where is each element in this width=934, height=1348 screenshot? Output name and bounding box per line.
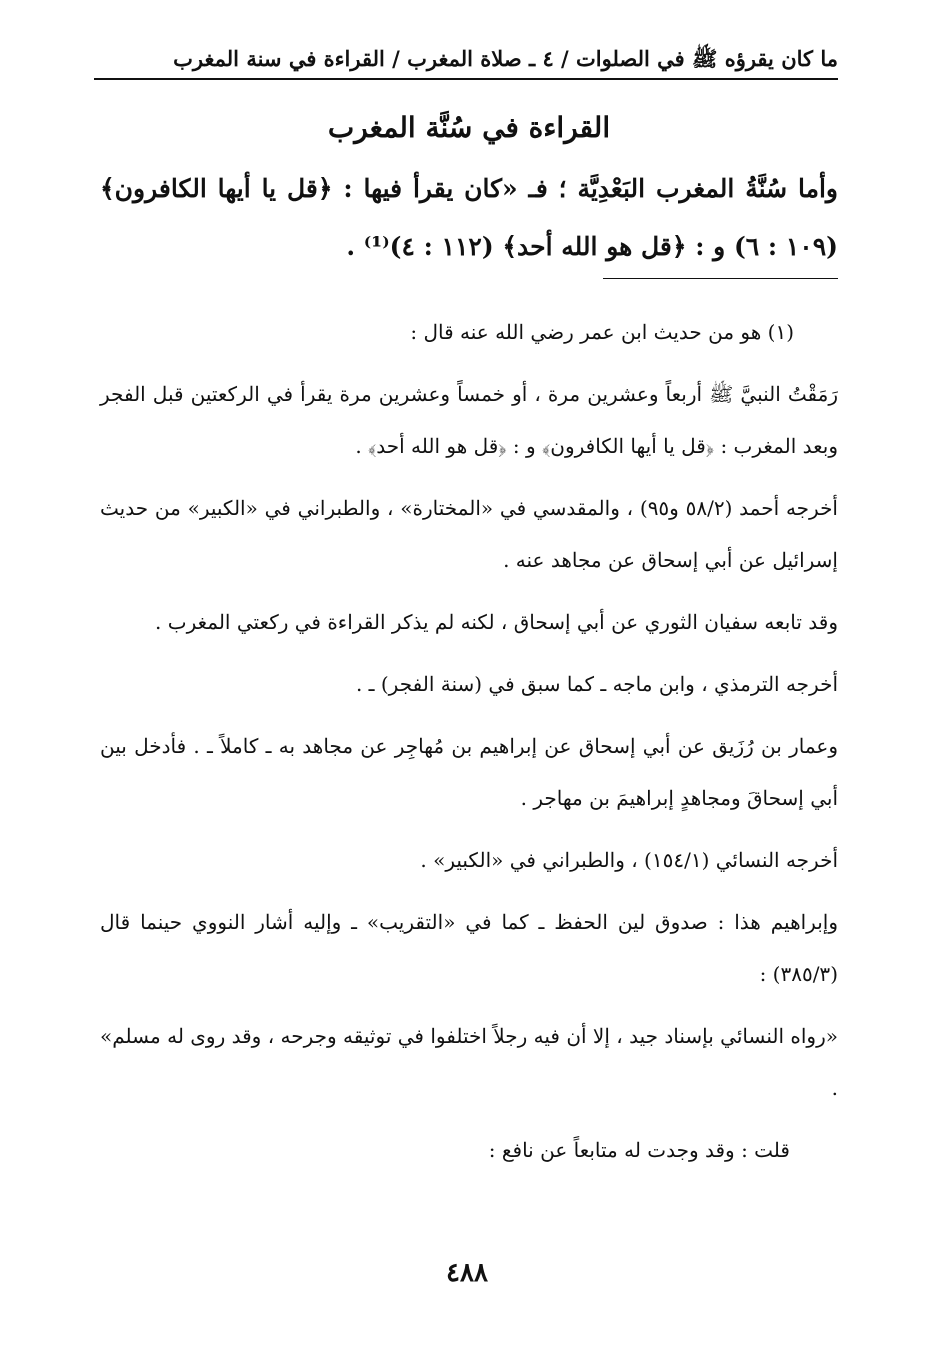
running-header: ما كان يقرؤه ﷺ في الصلوات / ٤ ـ صلاة المغرب / القراءة في سنة المغرب [173,46,838,71]
page-number: ٤٨٨ [446,1258,488,1288]
footnotes [100,306,838,1186]
footnote-nawawi-quote: «رواه النسائي بإسناد جيد ، إلا أن فيه رجلاً اختلفوا في توثيقه وجرحه ، وقد روى له مسلم» . [100,1024,838,1100]
footnote-nasai: أخرجه النسائي (١٥٤/١) ، والطبراني في «الكبير» . [420,848,838,872]
header-rule [94,78,838,80]
section-title: القراءة في سُنَّة المغرب [327,111,611,144]
footnote-ammar: وعمار بن رُزَيق عن أبي إسحاق عن إبراهيم بن مُهاجِر عن مجاهد به ـ كاملاً ـ . فأدخل بين أبي إسحاقَ ومجاهدٍ إبراهيمَ بن مهاجر . [100,734,838,810]
main-paragraph: وأما سُنَّةُ المغرب البَعْدِيَّة ؛ فـ «كان يقرأ فيها : ﴿قل يا أيها الكافرون﴾ (١٠٩ : ٦) و : ﴿قل هو الله أحد﴾ (١١٢ : ٤)⁽¹⁾ . [100,174,838,261]
footnote-intro: (١) هو من حديث ابن عمر رضي الله عنه قال : [410,320,794,344]
footnote-conclusion: قلت : وقد وجدت له متابعاً عن نافع : [488,1138,790,1162]
footnote-hadith-text: رَمَقْتُ النبيَّ ﷺ أربعاً وعشرين مرة ، أو خمساً وعشرين مرة يقرأ في الركعتين قبل الفجر وبعد المغرب : ﴿قل يا أيها الكافرون﴾ و : ﴿قل هو الله أحد﴾ . [100,382,838,458]
footnote-separator [603,278,838,279]
footnote-ibrahim: وإبراهيم هذا : صدوق لين الحفظ ـ كما في «التقريب» ـ وإليه أشار النووي حينما قال (٣٨٥/٣) : [100,910,838,986]
footnote-thawri: وقد تابعه سفيان الثوري عن أبي إسحاق ، لكنه لم يذكر القراءة في ركعتي المغرب . [155,610,838,634]
footnote-takhrij-ahmad: أخرجه أحمد (٥٨/٢ و٩٥) ، والمقدسي في «المختارة» ، والطبراني في «الكبير» من حديث إسرائيل عن أبي إسحاق عن مجاهد عنه . [100,496,838,572]
footnote-tirmidhi: أخرجه الترمذي ، وابن ماجه ـ كما سبق في (سنة الفجر) ـ . [355,672,838,696]
